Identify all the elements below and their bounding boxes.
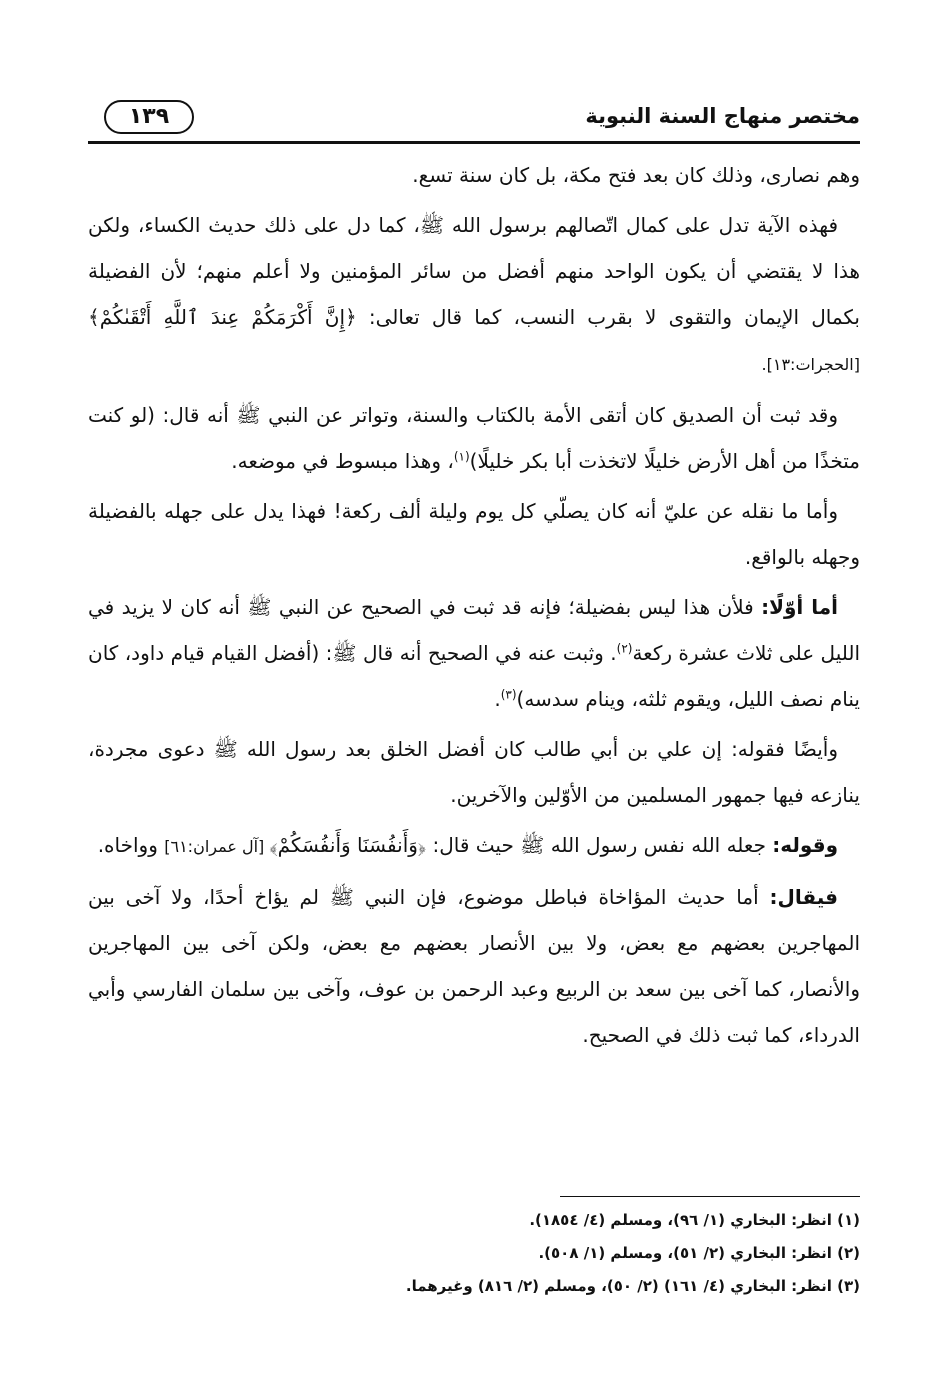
paragraph-5-text: فلأن هذا ليس بفضيلة؛ فإنه قد ثبت في الصحيح عن النبي ﷺ أنه كان لا يزيد في الليل على ثلاث عشرة ركعة bbox=[88, 595, 861, 665]
paragraph-2-text: فهذه الآية تدل على كمال اتّصالهم برسول الله ﷺ، كما دل على ذلك حديث الكساء، ولكن هذا لا يقتضي أن يكون الواحد منهم أفضل من سائر المؤمنين ولا أعلم منهم؛ لأن الفضيلة بكمال الإيمان والتقوى لا بقرب النسب، كما قال تعالى: ﴿إِنَّ أَكْرَمَكُمْ عِندَ ٱللَّهِ أَتْقَىٰكُمْ﴾ bbox=[88, 213, 860, 329]
footnote-marker-2: (٢) bbox=[616, 641, 633, 656]
quran-reference-hujurat: [الحجرات:١٣]. bbox=[761, 355, 860, 374]
main-text bbox=[88, 152, 860, 1062]
paragraph-3 bbox=[88, 392, 860, 484]
footnote-marker-3: (٣) bbox=[500, 687, 517, 702]
header-divider bbox=[88, 141, 860, 144]
paragraph-7-tail: وواخاه. bbox=[97, 833, 165, 857]
paragraph-5 bbox=[88, 584, 860, 722]
paragraph-1-text: وهم نصارى، وذلك كان بعد فتح مكة، بل كان سنة تسع. bbox=[412, 163, 860, 187]
paragraph-6-text: وأيضًا فقوله: إن علي بن أبي طالب كان أفضل الخلق بعد رسول الله ﷺ دعوى مجردة، ينازعه فيها جمهور المسلمين من الأوّلين والآخرين. bbox=[88, 737, 860, 807]
footnote-divider bbox=[560, 1196, 860, 1197]
paragraph-8-text: أما حديث المؤاخاة فباطل موضوع، فإن النبي ﷺ لم يؤاخ أحدًا، ولا آخى بين المهاجرين بعضهم مع بعض، ولا بين الأنصار بعضهم مع بعض، ولكن آخى بين المهاجرين والأنصار، كما آخى بين سعد بن الربيع وعبد الرحمن بن عوف، وآخى بين سلمان الفارسي وأبي الدرداء، كما ثبت ذلك في الصحيح. bbox=[88, 885, 860, 1047]
footnote-1: (١) انظر: البخاري (١/ ٩٦)، ومسلم (٤/ ١٨٥٤). bbox=[529, 1211, 860, 1229]
paragraph-7-lead: وقوله: bbox=[772, 833, 838, 857]
footnotes bbox=[88, 1204, 860, 1303]
paragraph-6 bbox=[88, 726, 860, 818]
paragraph-3-text: وقد ثبت أن الصديق كان أتقى الأمة بالكتاب والسنة، وتواتر عن النبي ﷺ أنه قال: (لو كنت متخذًا من أهل الأرض خليلًا لاتخذت أبا بكر خليلًا) bbox=[88, 403, 860, 473]
paragraph-5-middle: . وثبت عنه في الصحيح أنه قال ﷺ: (أفضل القيام قيام داود، كان ينام نصف الليل، ويقوم ثلثه، وينام سدسه) bbox=[88, 641, 860, 711]
book-title: مختصر منهاج السنة النبوية bbox=[585, 104, 860, 128]
paragraph-4 bbox=[88, 488, 860, 580]
paragraph-1 bbox=[88, 152, 860, 198]
paragraph-5-end: . bbox=[494, 687, 501, 711]
footnote-2: (٢) انظر: البخاري (٢/ ٥١)، ومسلم (١/ ٥٠٨). bbox=[538, 1244, 860, 1262]
footnote-marker-1: (١) bbox=[453, 449, 470, 464]
page-header bbox=[88, 98, 860, 144]
paragraph-8 bbox=[88, 874, 860, 1058]
paragraph-5-lead: أما أوّلًا: bbox=[761, 595, 839, 619]
paragraph-4-text: وأما ما نقله عن عليّ أنه كان يصلّي كل يوم وليلة ألف ركعة! فهذا يدل على جهله بالفضيلة وجهله بالواقع. bbox=[88, 499, 860, 569]
paragraph-7-text: جعله الله نفس رسول الله ﷺ حيث قال: ﴿وَأَنفُسَنَا وَأَنفُسَكُمْ﴾ bbox=[269, 833, 773, 857]
footnote-3: (٣) انظر: البخاري (٤/ ١٦١) (٢/ ٥٠)، ومسلم (٢/ ٨١٦) وغيرهما. bbox=[405, 1277, 860, 1295]
quran-reference-al-imran: [آل عمران:٦١] bbox=[164, 837, 270, 856]
paragraph-3-tail: ، وهذا مبسوط في موضعه. bbox=[231, 449, 454, 473]
page-number: ١٣٩ bbox=[104, 100, 194, 134]
paragraph-2 bbox=[88, 202, 860, 388]
paragraph-7 bbox=[88, 822, 860, 870]
paragraph-8-lead: فيقال: bbox=[769, 885, 838, 909]
